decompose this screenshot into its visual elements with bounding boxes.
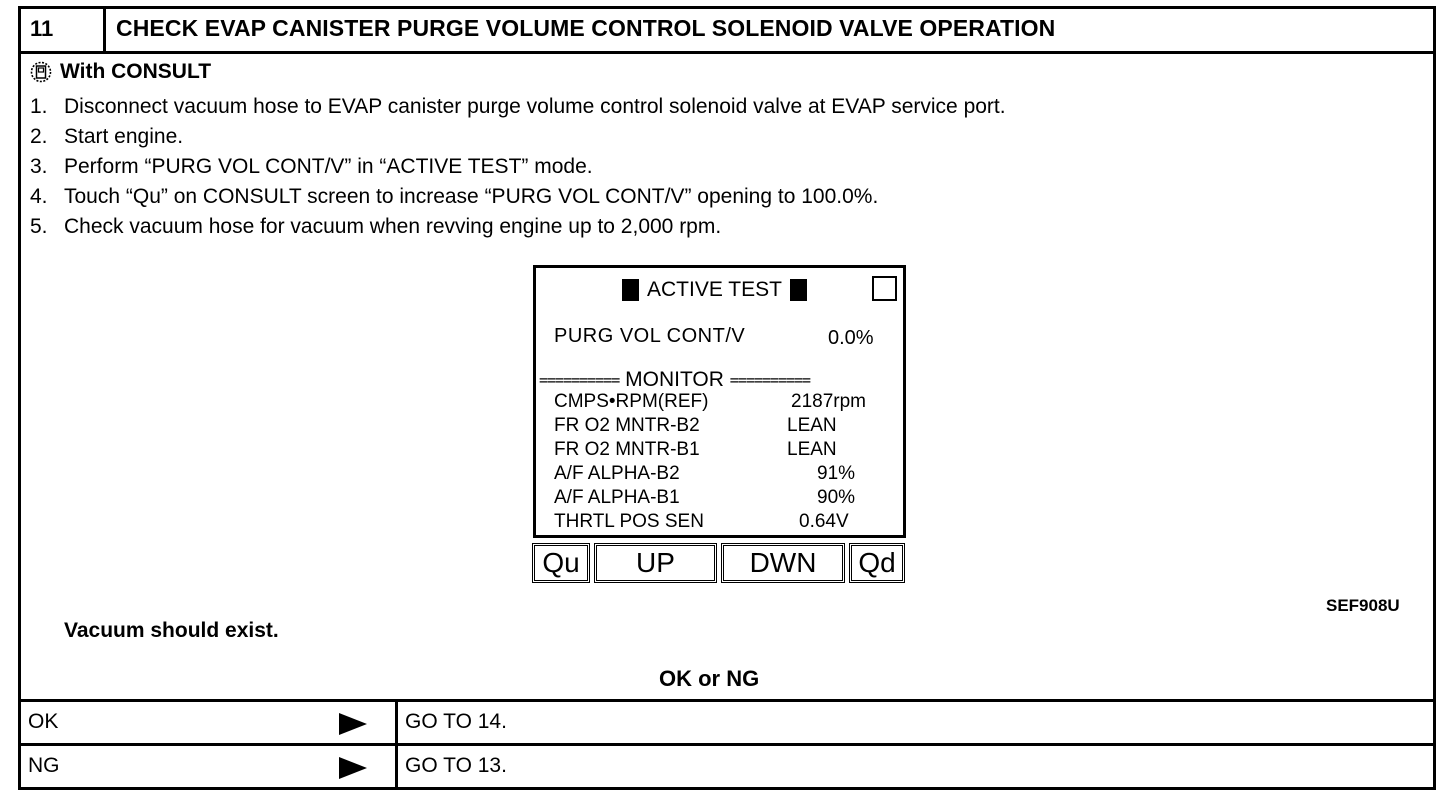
monitor-row: CMPS•RPM(REF) 2187rpm xyxy=(554,391,866,412)
procedure-steps xyxy=(30,92,1006,242)
outcome-column-divider xyxy=(395,699,398,789)
arrow-right-icon xyxy=(339,713,367,735)
list-item: 3. Perform “PURG VOL CONT/V” in “ACTIVE TEST” mode. xyxy=(30,155,593,178)
decision-question: OK or NG xyxy=(659,666,760,691)
screen-checkbox xyxy=(872,276,897,301)
screen-title xyxy=(622,278,807,302)
figure-reference: SEF908U xyxy=(1326,596,1400,615)
title-marker-left xyxy=(622,279,639,301)
qd-button[interactable]: Qd xyxy=(849,543,905,583)
purge-value: 0.0% xyxy=(828,327,874,349)
consult-heading xyxy=(30,60,211,84)
monitor-row: FR O2 MNTR-B1 LEAN xyxy=(554,439,837,460)
list-item: 5. Check vacuum hose for vacuum when revving engine up to 2,000 rpm. xyxy=(30,215,722,238)
outcome-row-divider xyxy=(18,743,1436,746)
title-marker-right xyxy=(790,279,807,301)
monitor-label: MONITOR xyxy=(625,368,724,391)
consult-label: With CONSULT xyxy=(60,60,212,83)
qu-button[interactable]: Qu xyxy=(532,543,590,583)
monitor-row: A/F ALPHA-B1 90% xyxy=(554,487,856,508)
screen-title-text: ACTIVE TEST xyxy=(647,278,782,301)
list-item: 4. Touch “Qu” on CONSULT screen to increase “PURG VOL CONT/V” opening to 100.0%. xyxy=(30,185,879,208)
down-button[interactable]: DWN xyxy=(721,543,845,583)
monitor-separator: ========== MONITOR ========== xyxy=(539,368,811,391)
outcome-ok-action[interactable]: GO TO 14. xyxy=(405,710,507,733)
outcome-ok-label: OK xyxy=(28,710,59,733)
up-button[interactable]: UP xyxy=(594,543,717,583)
expected-result: Vacuum should exist. xyxy=(64,619,279,642)
monitor-row: THRTL POS SEN 0.64V xyxy=(554,511,849,532)
outcome-ng-action[interactable]: GO TO 13. xyxy=(405,754,507,777)
step-title: CHECK EVAP CANISTER PURGE VOLUME CONTROL SOLENOID VALVE OPERATION xyxy=(116,15,1056,41)
monitor-rows xyxy=(554,390,894,534)
outcome-ng-label: NG xyxy=(28,754,60,777)
monitor-row: FR O2 MNTR-B2 LEAN xyxy=(554,415,837,436)
monitor-row: A/F ALPHA-B2 91% xyxy=(554,463,856,484)
header-number-divider xyxy=(103,6,106,52)
consult-screen xyxy=(533,265,906,538)
arrow-right-icon xyxy=(339,757,367,779)
header-divider xyxy=(18,51,1436,54)
list-item: 2. Start engine. xyxy=(30,125,184,148)
purge-label: PURG VOL CONT/V xyxy=(554,325,746,347)
consult-icon xyxy=(30,61,52,83)
list-item: 1. Disconnect vacuum hose to EVAP canister purge volume control solenoid valve at EVAP service port. xyxy=(30,95,1006,118)
step-number: 11 xyxy=(30,16,54,41)
outcome-top-divider xyxy=(18,699,1436,702)
